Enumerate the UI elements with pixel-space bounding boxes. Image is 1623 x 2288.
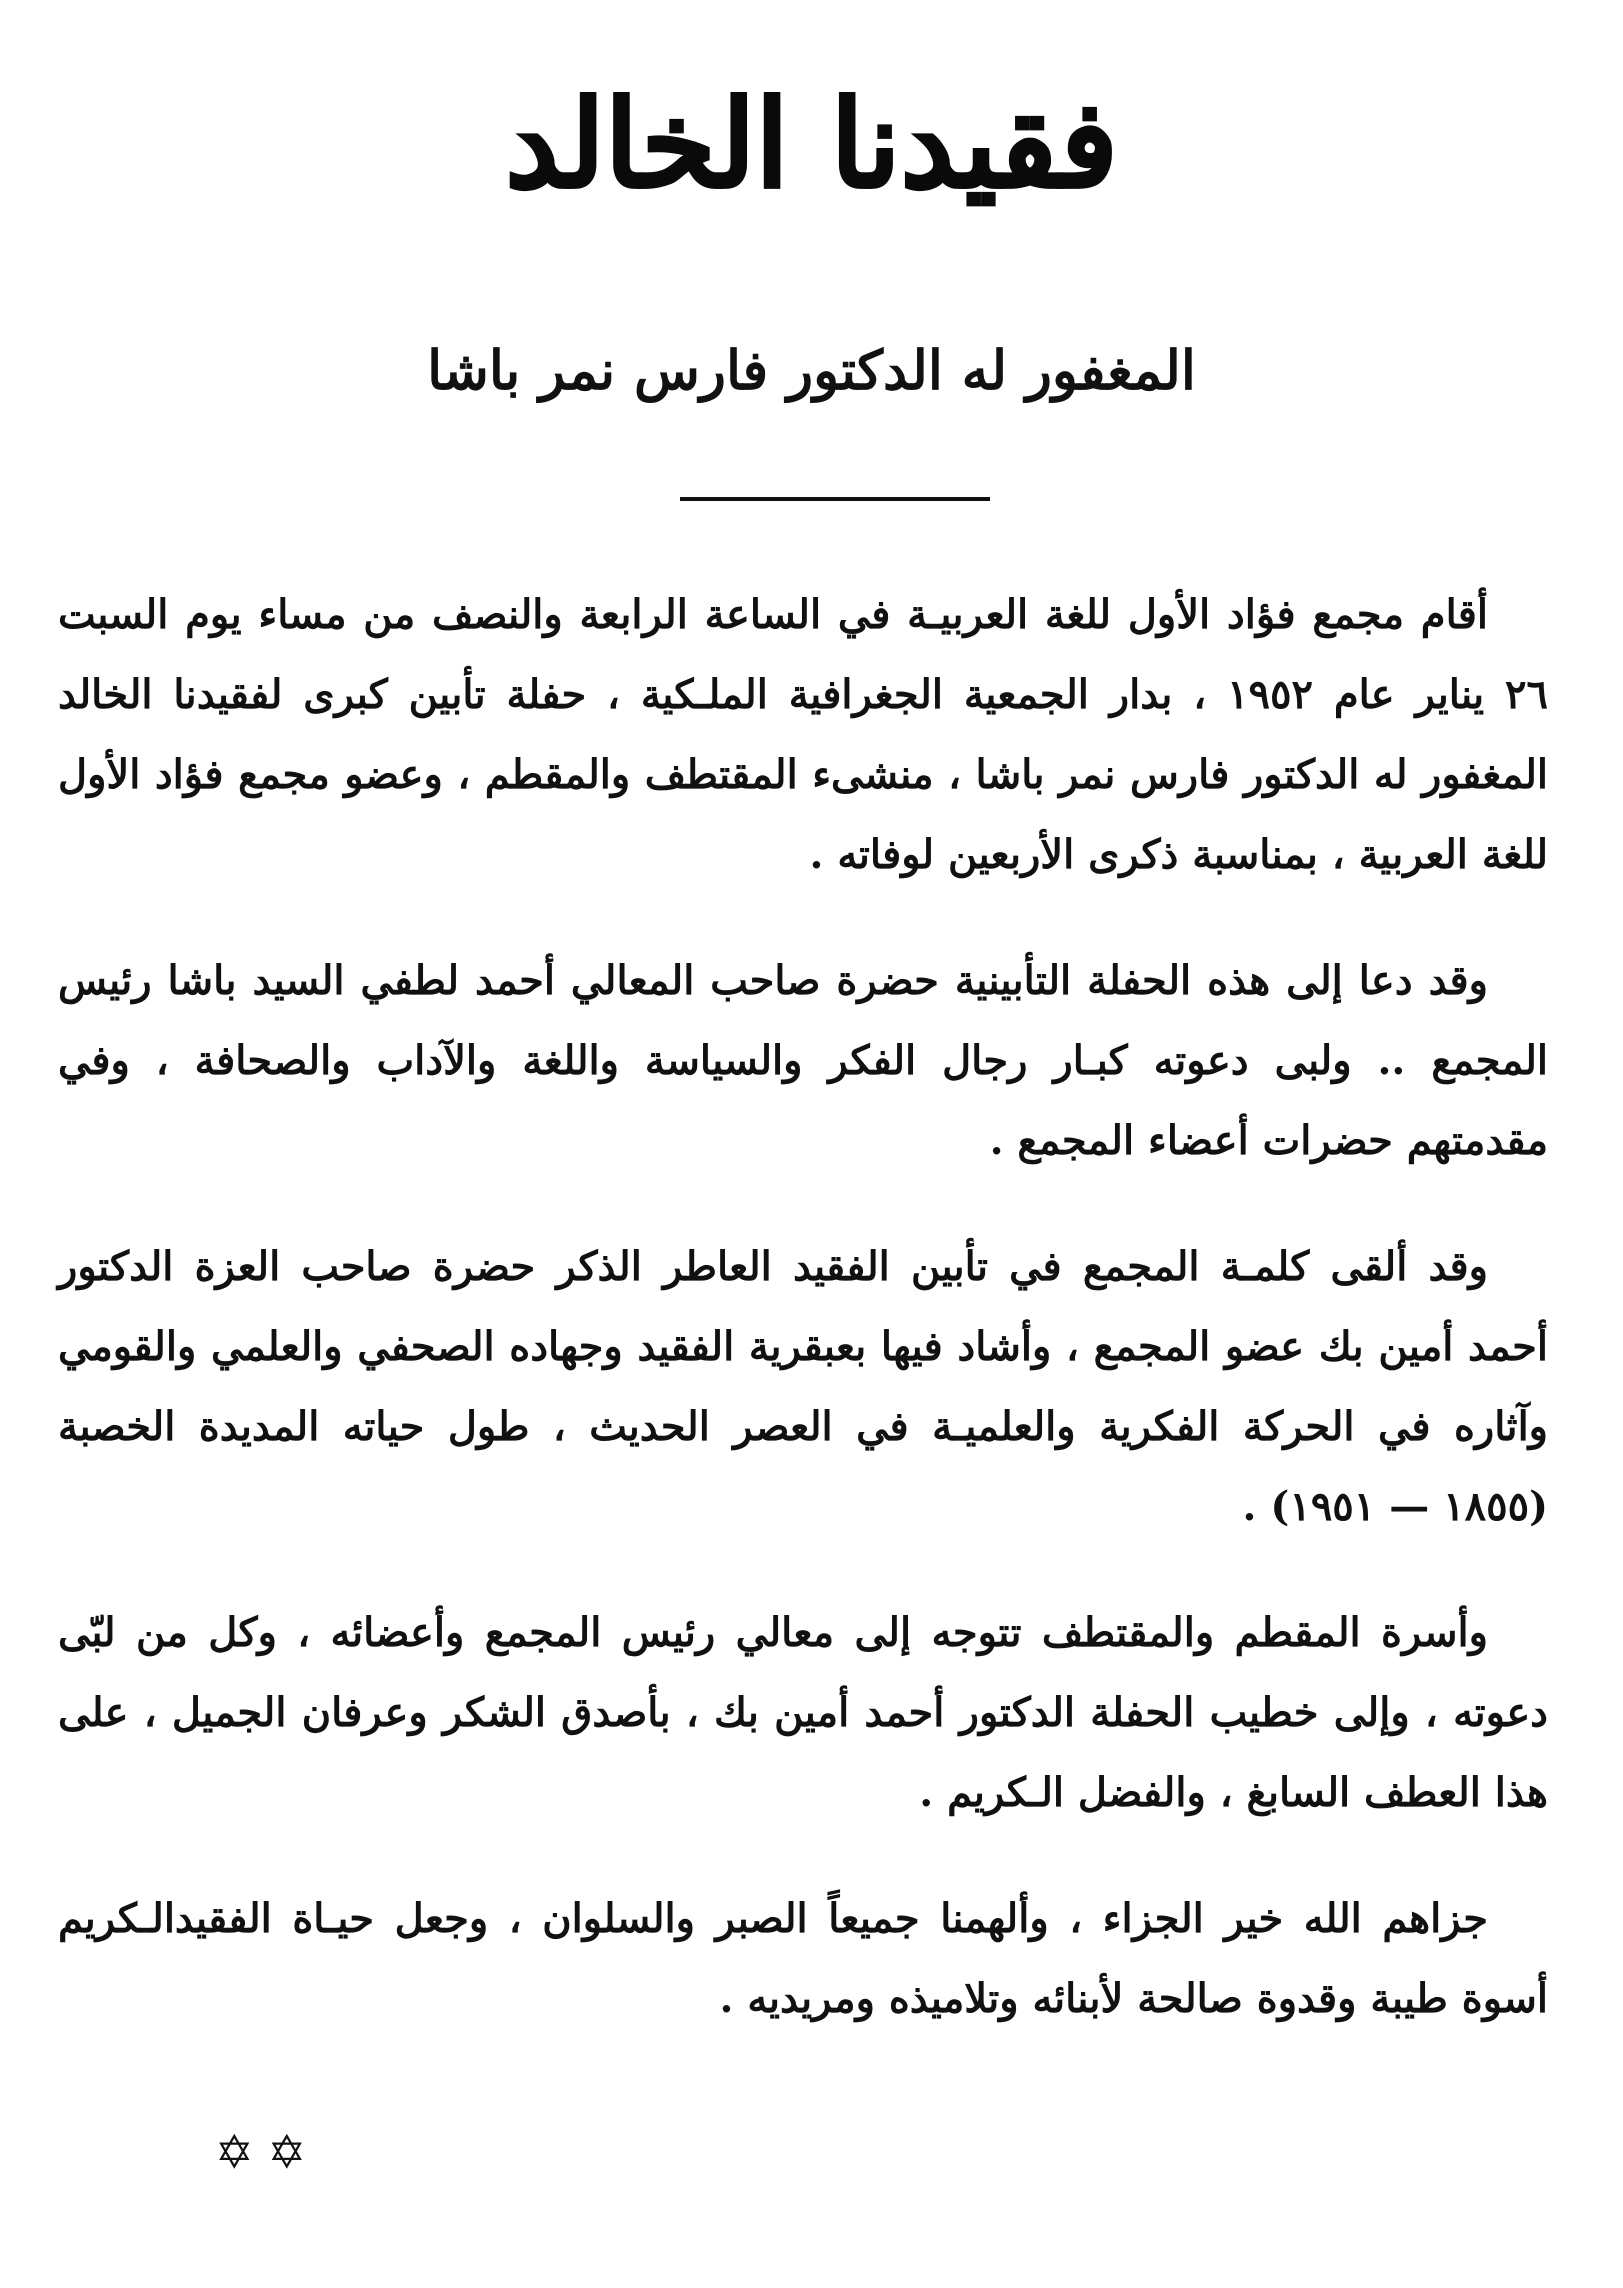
paragraph-4: وأسرة المقطم والمقتطف تتوجه إلى معالي رئيس المجمع وأعضائه ، وكل من لبّى دعوته ، وإلى خطيب الحفلة الدكتور أحمد أمين بك ، بأصدق الشكر وعرفان الجميل ، على هذا العطف السابغ ، والفضل الـكريم .	[58, 1609, 1548, 1816]
paragraph-3: وقد ألقى كلمـة المجمع في تأبين الفقيد العاطر الذكر حضرة صاحب العزة الدكتور أحمد أمين بك عضو المجمع ، وأشاد فيها بعبقرية الفقيد وجهاده الصحفي والعلمي والقومي وآثاره في الحركة الفكرية والعلميـة في العصر الحديث ، طول حياته المديدة الخصبة (١٨٥٥ — ١٩٥١) .	[58, 1243, 1548, 1530]
paragraph-1: أقام مجمع فؤاد الأول للغة العربيـة في الساعة الرابعة والنصف من مساء يوم السبت ٢٦ يناير عام ١٩٥٢ ، بدار الجمعية الجغرافية الملـكية ، حفلة تأبين كبرى لفقيدنا الخالد المغفور له الدكتور فارس نمر باشا ، منشىء المقتطف والمقطم ، وعضو مجمع فؤاد الأول للغة العربية ، بمناسبة ذكرى الأربعين لوفاته .	[58, 591, 1548, 878]
paragraph-5: جزاهم الله خير الجزاء ، وألهمنا جميعاً الصبر والسلوان ، وجعل حيـاة الفقيدالـكريم أسوة طيبة وقدوة صالحة لأبنائه وتلاميذه ومريديه .	[58, 1895, 1548, 2022]
page-title: فقيدنا الخالد	[505, 74, 1118, 215]
star-ornament-icon: ✡✡	[215, 2125, 321, 2179]
article-body	[58, 575, 1548, 2085]
page-subtitle: المغفور له الدكتور فارس نمر باشا	[427, 338, 1196, 402]
paragraph-2: وقد دعا إلى هذه الحفلة التأبينية حضرة صاحب المعالي أحمد لطفي السيد باشا رئيس المجمع .. ولبى دعوته كبـار رجال الفكر والسياسة واللغة والآداب والصحافة ، وفي مقدمتهم حضرات أعضاء المجمع .	[58, 957, 1548, 1164]
divider-rule	[680, 497, 990, 501]
